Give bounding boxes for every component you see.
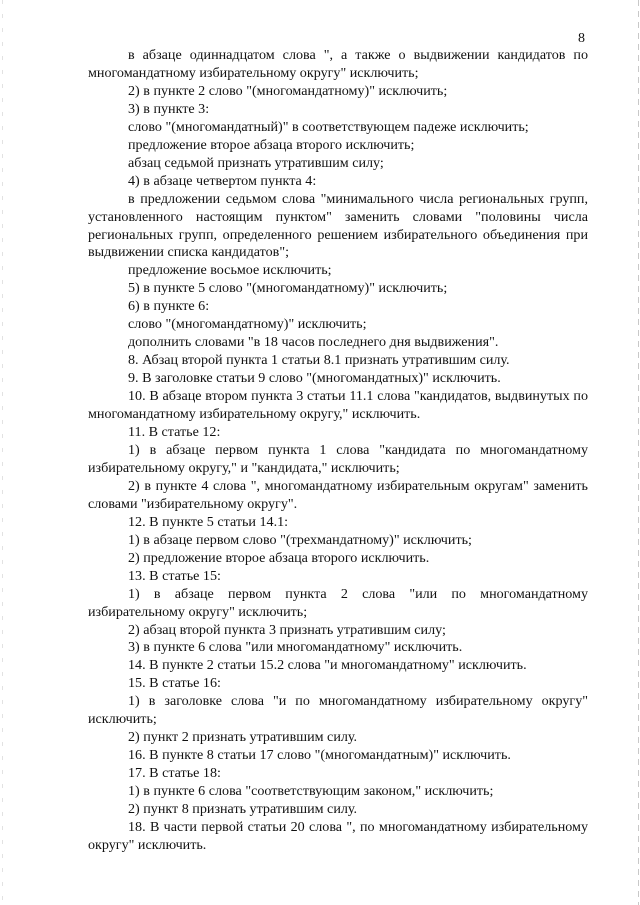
paragraph: 11. В статье 12: — [128, 424, 221, 441]
paragraph: 3) в пункте 3: — [128, 100, 210, 117]
paragraph: 18. В части первой статьи 20 слова ", по многомандатному избирательному округу" исключить. — [88, 818, 588, 853]
paragraph: 1) в абзаце первом слово "(трехмандатному)" исключить; — [128, 531, 472, 548]
paragraph: 2) в пункте 4 слова ", многомандатному избирательным округам" заменить словами "избирательному округу". — [88, 477, 588, 512]
paragraph: 2) в пункте 2 слово "(многомандатному)" исключить; — [128, 82, 448, 99]
document-body — [88, 47, 588, 855]
paragraph: 5) в пункте 5 слово "(многомандатному)" исключить; — [128, 280, 448, 297]
paragraph: слово "(многомандатному)" исключить; — [128, 316, 367, 333]
paragraph: 1) в пункте 6 слова "соответствующим законом," исключить; — [128, 783, 494, 800]
paragraph: 2) предложение второе абзаца второго исключить. — [128, 549, 430, 566]
paragraph: 17. В статье 18: — [128, 765, 221, 782]
paragraph: 12. В пункте 5 статьи 14.1: — [128, 513, 289, 530]
paragraph: 14. В пункте 2 статьи 15.2 слова "и многомандатному" исключить. — [128, 657, 527, 674]
paragraph: 2) пункт 8 признать утратившим силу. — [128, 801, 358, 818]
scan-edge-left — [2, 0, 3, 905]
page-number: 8 — [578, 31, 585, 46]
paragraph: 3) в пункте 6 слова "или многомандатному" исключить. — [128, 639, 463, 656]
paragraph: 6) в пункте 6: — [128, 298, 210, 315]
paragraph: в абзаце одиннадцатом слова ", а также о выдвижении кандидатов по многомандатному избирательному округу" исключить; — [88, 47, 588, 81]
paragraph: 9. В заголовке статьи 9 слово "(многомандатных)" исключить. — [128, 370, 501, 387]
paragraph: дополнить словами "в 18 часов последнего дня выдвижения". — [128, 334, 499, 351]
paragraph: 15. В статье 16: — [128, 675, 221, 692]
paragraph: в предложении седьмом слова "минимального числа региональных групп, установленного настоящим пунктом" заменить словами "половины числа региональных групп, определенного решением избирательного объединения при выдвижении списка кандидатов"; — [88, 190, 588, 261]
paragraph: предложение восьмое исключить; — [128, 262, 332, 279]
paragraph: 1) в абзаце первом пункта 2 слова "или по многомандатному избирательному округу" исключить; — [88, 585, 588, 620]
paragraph: 16. В пункте 8 статьи 17 слово "(многомандатным)" исключить. — [128, 747, 511, 764]
paragraph: 4) в абзаце четвертом пункта 4: — [128, 172, 317, 189]
paragraph: 1) в абзаце первом пункта 1 слова "кандидата по многомандатному избирательному округу," и "кандидата," исключить; — [88, 441, 588, 476]
paragraph: 10. В абзаце втором пункта 3 статьи 11.1 слова "кандидатов, выдвинутых по многомандатному избирательному округу," исключить. — [88, 388, 588, 423]
paragraph: предложение второе абзаца второго исключить; — [128, 136, 415, 153]
paragraph: слово "(многомандатный)" в соответствующем падеже исключить; — [128, 118, 529, 135]
scan-edge-right — [638, 0, 639, 905]
paragraph: 8. Абзац второй пункта 1 статьи 8.1 признать утратившим силу. — [128, 352, 510, 369]
paragraph: 13. В статье 15: — [128, 567, 221, 584]
paragraph: 1) в заголовке слова "и по многомандатному избирательному округу" исключить; — [88, 693, 588, 728]
paragraph: 2) абзац второй пункта 3 признать утратившим силу; — [128, 621, 446, 638]
paragraph: абзац седьмой признать утратившим силу; — [128, 154, 384, 171]
paragraph: 2) пункт 2 признать утратившим силу. — [128, 729, 358, 746]
